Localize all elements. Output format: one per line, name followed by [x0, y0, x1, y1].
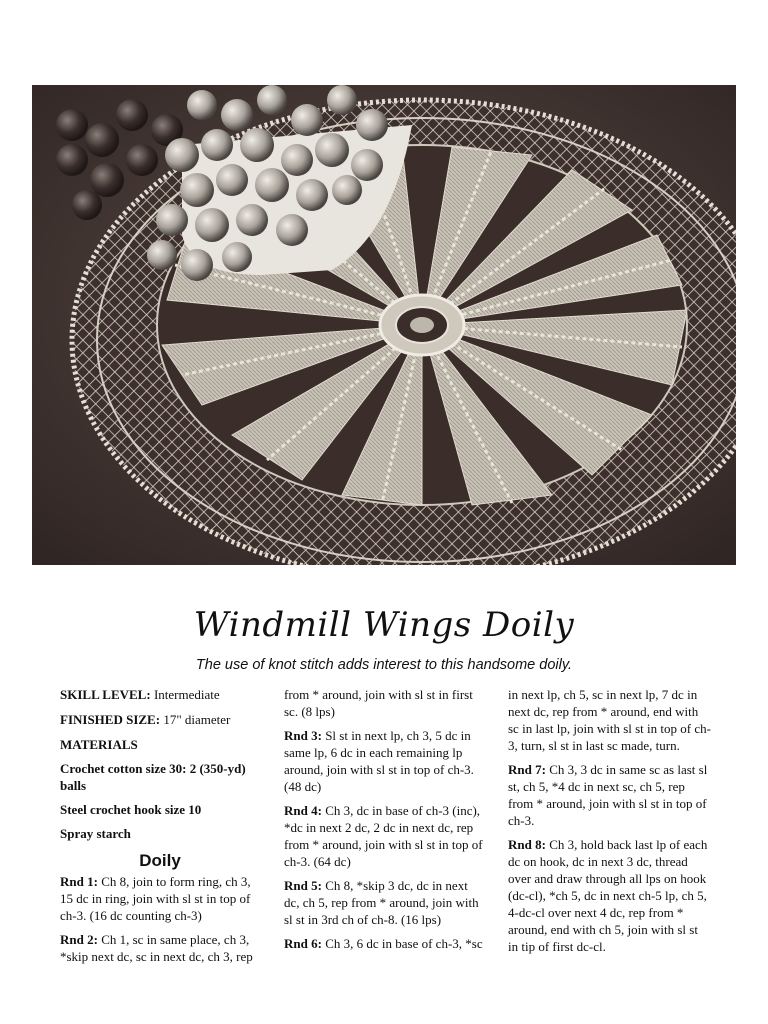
round-label: Rnd 4: — [284, 803, 322, 818]
round-2-continued — [284, 686, 484, 720]
material-item: Spray starch — [60, 826, 131, 841]
material-item: Crochet cotton size 30: 2 (350-yd) balls — [60, 761, 246, 793]
round-label: Rnd 3: — [284, 728, 322, 743]
finished-size — [60, 711, 260, 728]
round-label: Rnd 7: — [508, 762, 546, 777]
page-title: Windmill Wings Doily — [193, 605, 575, 645]
round-text: Ch 3, dc in base of ch-3 (inc), *dc in next 2 dc, 2 dc in next dc, rep from * around, join with sl st in top of ch-3. (64 dc) — [284, 803, 483, 869]
round-5 — [284, 877, 484, 928]
round-text: Ch 3, hold back last lp of each dc on hook, dc in next 3 dc, thread over and draw through all lps on hook (dc-cl), *ch 5, dc in next ch-5 lp, ch 5, 4-dc-cl over next 4 dc, rep from * around, end with ch 5, join with sl st in tip of first dc-cl. — [508, 837, 708, 954]
round-text: Sl st in next lp, ch 3, 5 dc in same lp, 6 dc in each remaining lp around, join with sl st in top of ch-3. (48 dc) — [284, 728, 474, 794]
round-1 — [60, 873, 260, 924]
round-2 — [60, 931, 260, 965]
page-subtitle: The use of knot stitch adds interest to this handsome doily. — [195, 657, 573, 673]
round-text: Ch 8, *skip 3 dc, dc in next dc, ch 5, rep from * around, join with sl st in 3rd ch of ch-8. (16 lps) — [284, 878, 479, 927]
skill-level-label: SKILL LEVEL: — [60, 687, 151, 702]
round-6-continued — [508, 686, 711, 754]
finished-size-label: FINISHED SIZE: — [60, 712, 161, 727]
round-label: Rnd 8: — [508, 837, 546, 852]
round-text: Ch 3, 6 dc in base of ch-3, *sc — [325, 936, 483, 951]
doily-photo — [32, 85, 736, 565]
round-label: Rnd 5: — [284, 878, 322, 893]
material-item: Steel crochet hook size 10 — [60, 802, 202, 817]
round-6 — [284, 935, 484, 952]
round-label: Rnd 6: — [284, 936, 322, 951]
round-text: from * around, join with sl st in first sc. (8 lps) — [284, 687, 473, 719]
round-text: in next lp, ch 5, sc in next lp, 7 dc in next dc, rep from * around, end with sc in last lp, join with sl st in top of ch-3, turn, sl st in last sc made, turn. — [508, 687, 711, 753]
column-2 — [284, 686, 484, 959]
round-label: Rnd 2: — [60, 932, 98, 947]
column-3 — [508, 686, 711, 962]
round-text: Ch 1, sc in same place, ch 3, *skip next dc, sc in next dc, ch 3, rep — [60, 932, 253, 964]
doily-heading: Doily — [139, 851, 181, 870]
column-1 — [60, 686, 260, 972]
round-8 — [508, 836, 711, 955]
round-label: Rnd 1: — [60, 874, 98, 889]
materials-heading: MATERIALS — [60, 737, 138, 752]
round-4 — [284, 802, 484, 870]
round-text: Ch 8, join to form ring, ch 3, 15 dc in ring, join with sl st in top of ch-3. (16 dc counting ch-3) — [60, 874, 251, 923]
doily-photo-icon — [32, 85, 736, 565]
skill-level-value: Intermediate — [153, 687, 220, 702]
round-text: Ch 3, 3 dc in same sc as last sl st, ch 5, *4 dc in next sc, ch 5, rep from * around, join with sl st in top of ch-3. — [508, 762, 708, 828]
round-3 — [284, 727, 484, 795]
round-7 — [508, 761, 711, 829]
skill-level — [60, 686, 260, 703]
finished-size-value: 17" diameter — [163, 712, 231, 727]
